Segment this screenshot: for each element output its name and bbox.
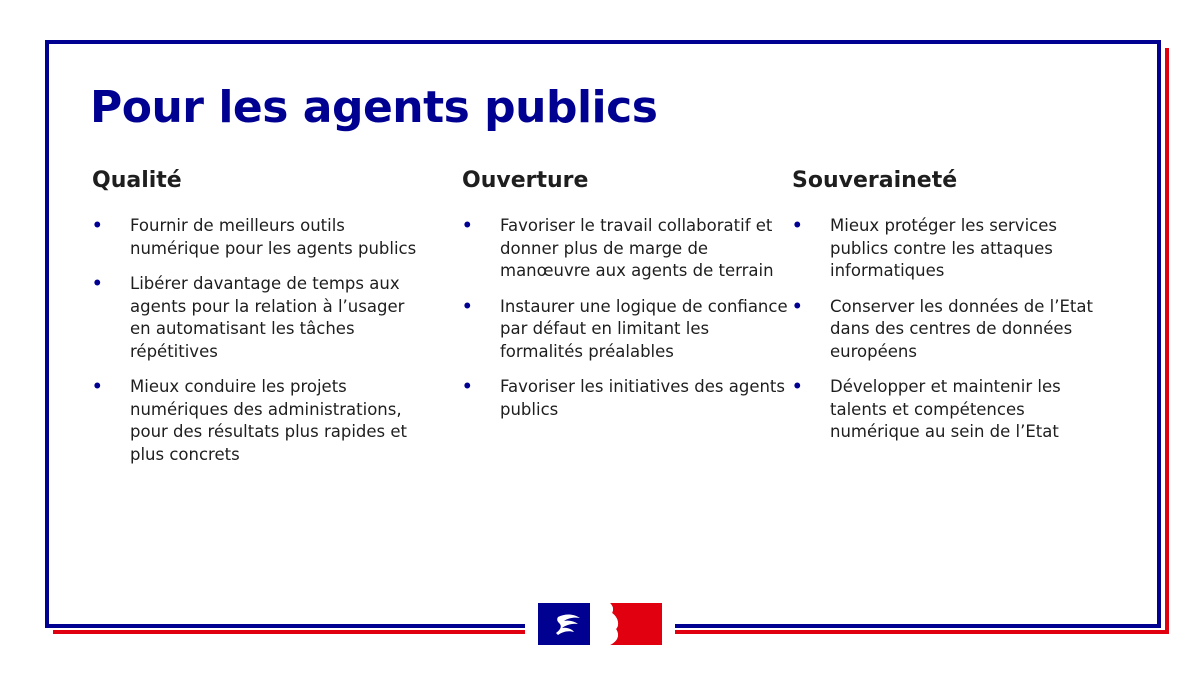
list-item-text: Mieux conduire les projets numériques des administrations, pour des résultats plus rapides et plus concrets <box>130 377 408 464</box>
list-item-text: Fournir de meilleurs outils numérique pour les agents publics <box>130 216 417 258</box>
bullet-icon: • <box>92 377 103 396</box>
bullet-list <box>792 215 1112 444</box>
list-item <box>92 215 422 260</box>
list-item-text: Favoriser le travail collaboratif et donner plus de marge de manœuvre aux agents de terrain <box>500 216 774 280</box>
column-heading: Souveraineté <box>792 168 958 193</box>
list-item <box>462 376 792 421</box>
list-item <box>792 376 1112 444</box>
column-ouverture <box>462 168 792 434</box>
list-item-text: Conserver les données de l’Etat dans des centres de données européens <box>830 296 1093 361</box>
column-heading: Qualité <box>92 168 182 193</box>
page-title: Pour les agents publics <box>90 82 658 133</box>
bullet-icon: • <box>792 216 803 235</box>
list-item-text: Libérer davantage de temps aux agents pour la relation à l’usager en automatisant les tâches répétitives <box>130 274 405 361</box>
bullet-list <box>92 215 422 466</box>
bullet-icon: • <box>92 274 103 293</box>
marianne-logo-icon <box>536 603 664 645</box>
bullet-icon: • <box>92 216 103 235</box>
bullet-icon: • <box>462 216 473 235</box>
list-item-text: Développer et maintenir les talents et compétences numérique au sein de l’Etat <box>830 377 1061 441</box>
list-item <box>92 376 422 466</box>
bullet-icon: • <box>792 377 803 396</box>
list-item-text: Instaurer une logique de confiance par défaut en limitant les formalités préalables <box>500 296 788 361</box>
bullet-list <box>462 215 792 421</box>
list-item-text: Favoriser les initiatives des agents publics <box>500 377 785 419</box>
bullet-icon: • <box>462 377 473 396</box>
bullet-icon: • <box>462 296 473 316</box>
column-heading: Ouverture <box>462 168 589 193</box>
column-souverainete <box>792 168 1112 457</box>
list-item <box>92 273 422 363</box>
list-item <box>462 296 792 364</box>
list-item <box>792 296 1112 364</box>
bullet-icon: • <box>792 296 803 316</box>
column-qualite <box>92 168 422 479</box>
list-item <box>462 215 792 283</box>
list-item-text: Mieux protéger les services publics contre les attaques informatiques <box>830 216 1057 280</box>
list-item <box>792 215 1112 283</box>
